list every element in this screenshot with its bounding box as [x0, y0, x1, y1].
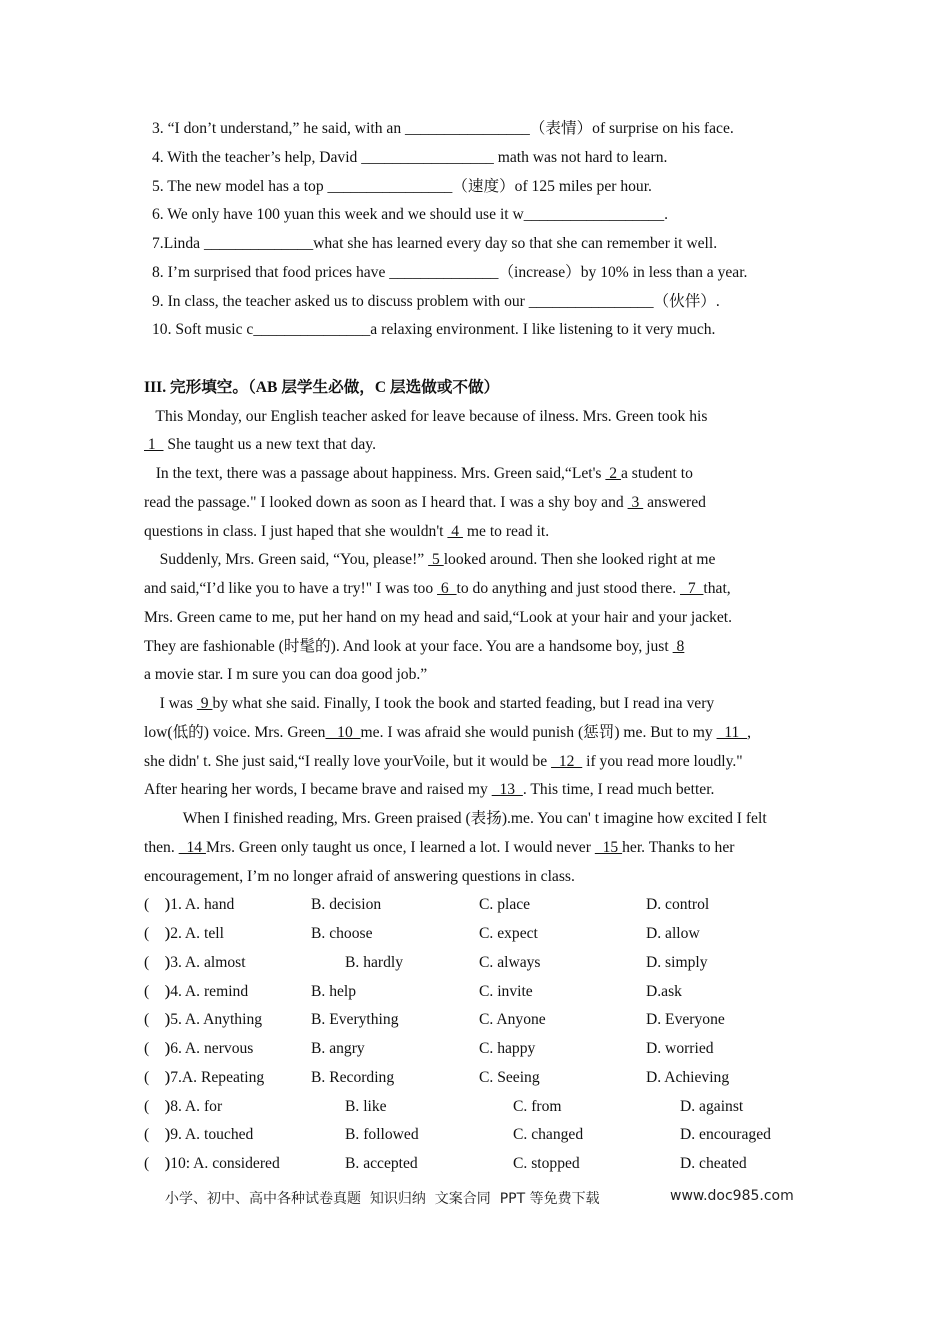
option-b: B. hardly: [345, 953, 404, 971]
option-a: )4. A. remind: [165, 982, 249, 1000]
blank-number: 10: [325, 723, 361, 741]
option-b: B. Recording: [311, 1068, 395, 1086]
passage-line: [144, 834, 824, 863]
passage-text: low(低的) voice. Mrs. Green: [144, 723, 326, 741]
answer-blank[interactable]: ( ): [144, 1068, 170, 1086]
passage-text: answered: [643, 493, 706, 511]
option-b: B. followed: [345, 1126, 419, 1144]
passage-text: me. I was afraid she would punish (惩罚) me. But to my: [360, 723, 717, 741]
passage-text: read the passage." I looked down as soon as I heard that. I was a shy boy and: [144, 493, 628, 511]
question-item: 7.Linda ______________what she has learned every day so that she can remember it well.: [152, 235, 718, 252]
passage-line: [144, 776, 824, 805]
passage-text: then.: [144, 838, 179, 856]
passage-text: encouragement, I’m no longer afraid of answering questions in class.: [144, 867, 575, 885]
blank-number: 11: [716, 723, 748, 741]
option-a: )7.A. Repeating: [165, 1068, 265, 1086]
option-d: D. allow: [646, 925, 700, 942]
question-item: 8. I’m surprised that food prices have ______________（increase）by 10% in less than a year.: [152, 263, 748, 281]
blank-number: 13: [491, 781, 523, 799]
option-c: C. stopped: [513, 1155, 580, 1172]
option-c: C. Anyone: [479, 1011, 546, 1029]
passage-line: [144, 460, 824, 489]
answer-blank[interactable]: ( ): [144, 1011, 170, 1029]
option-d: D. control: [646, 896, 710, 914]
option-c: C. changed: [513, 1126, 584, 1144]
passage-text: When I finished reading, Mrs. Green praised (表扬).me. You can' t imagine how excited I felt: [144, 810, 767, 827]
option-d: D. against: [680, 1097, 744, 1115]
answer-blank[interactable]: ( ): [144, 1126, 170, 1144]
answer-blank[interactable]: ( ): [144, 925, 170, 942]
question-item: 3. “I don’t understand,” he said, with an ________________（表情）of surprise on his face.: [152, 120, 734, 137]
question-item: 5. The new model has a top ________________（速度）of 125 miles per hour.: [152, 177, 652, 195]
question-item: 10. Soft music c_______________a relaxing environment. I like listening to it very much.: [152, 321, 716, 339]
answer-blank[interactable]: ( ): [144, 1040, 170, 1057]
document-body: [144, 115, 824, 1179]
option-b: B. angry: [311, 1040, 365, 1057]
option-d: D. simply: [646, 953, 708, 971]
passage-text: by what she said. Finally, I took the book and started feading, but I read ina very: [212, 695, 715, 712]
blank-number: 2: [605, 465, 621, 482]
passage-text: if you read more loudly.": [582, 752, 743, 770]
blank-number: 3: [627, 493, 644, 511]
blank-number: 14: [178, 838, 206, 856]
option-c: C. always: [479, 953, 541, 971]
passage-line: [144, 403, 824, 432]
option-row: [144, 949, 824, 978]
answer-blank[interactable]: ( ): [144, 1155, 170, 1172]
option-c: C. expect: [479, 925, 538, 942]
footer-text: 小学、初中、高中各种试卷真题 知识归纳 文案合同 PPT 等免费下载: [165, 1191, 600, 1207]
passage-line: [144, 661, 824, 690]
option-c: C. happy: [479, 1040, 536, 1057]
option-row: [144, 1006, 824, 1035]
cloze-passage: [144, 403, 824, 892]
blank-number: 8: [672, 637, 685, 655]
passage-text: me to read it.: [462, 522, 550, 540]
passage-text: Mrs. Green came to me, put her hand on my head and said,“Look at your hair and your jacket.: [144, 608, 733, 626]
option-c: C. from: [513, 1097, 562, 1115]
passage-line: [144, 518, 824, 547]
blank-number: 12: [551, 752, 583, 770]
passage-text: Mrs. Green only taught us once, I learned a lot. I would never: [205, 838, 595, 856]
passage-line: [144, 805, 824, 834]
option-d: D. cheated: [680, 1155, 747, 1172]
option-row: [144, 1064, 824, 1093]
passage-line: [144, 489, 824, 518]
passage-text: Suddenly, Mrs. Green said, “You, please!”: [144, 551, 429, 569]
answer-blank[interactable]: ( ): [144, 896, 170, 914]
passage-line: [144, 604, 824, 633]
answer-blank[interactable]: ( ): [144, 982, 170, 1000]
blank-number: 7: [680, 580, 704, 597]
passage-line: [144, 546, 824, 575]
option-c: C. Seeing: [479, 1068, 540, 1086]
blank-number: 1: [144, 436, 164, 454]
option-b: B. help: [311, 982, 357, 1000]
option-row: [144, 1150, 824, 1179]
passage-text: ,: [747, 723, 752, 741]
option-row: [144, 978, 824, 1007]
option-d: D.ask: [646, 982, 682, 1000]
question-item: 4. With the teacher’s help, David _________________ math was not hard to learn.: [152, 148, 668, 166]
option-row: [144, 1121, 824, 1150]
passage-text: she didn' t. She just said,“I really love yourVoile, but it would be: [144, 752, 552, 770]
passage-line: [144, 633, 824, 662]
option-row: [144, 891, 824, 920]
passage-line: [144, 748, 824, 777]
answer-blank[interactable]: ( ): [144, 1097, 170, 1115]
passage-line: [144, 719, 824, 748]
passage-text: and said,“I’d like you to have a try!" I was too: [144, 580, 438, 597]
answer-options: [144, 891, 824, 1179]
passage-text: a student to: [620, 465, 693, 482]
option-row: [144, 920, 824, 949]
answer-blank[interactable]: ( ): [144, 953, 170, 971]
option-d: D. Everyone: [646, 1011, 725, 1029]
passage-text: In the text, there was a passage about happiness. Mrs. Green said,“Let's: [144, 465, 606, 482]
option-a: )3. A. almost: [165, 953, 246, 971]
footer: [165, 1188, 794, 1208]
blank-number: 15: [594, 838, 623, 856]
option-b: B. choose: [311, 925, 373, 942]
passage-text: to do anything and just stood there.: [456, 580, 681, 597]
option-a: )5. A. Anything: [165, 1011, 263, 1029]
blank-number: 4: [447, 522, 463, 540]
passage-text: looked around. Then she looked right at me: [443, 551, 716, 569]
option-c: C. place: [479, 896, 531, 914]
option-b: B. decision: [311, 896, 382, 914]
option-a: )8. A. for: [165, 1097, 223, 1115]
passage-text: questions in class. I just haped that she wouldn't: [144, 522, 448, 540]
option-a: )10: A. considered: [165, 1155, 280, 1172]
passage-line: [144, 575, 824, 604]
option-d: D. worried: [646, 1040, 714, 1057]
passage-line: [144, 431, 824, 460]
section-heading: III. 完形填空。（AB 层学生必做，C 层选做或不做）: [144, 378, 500, 396]
passage-text: I was: [144, 695, 197, 712]
question-item: 9. In class, the teacher asked us to discuss problem with our ________________（伙伴）.: [152, 292, 720, 310]
passage-text: . This time, I read much better.: [522, 781, 715, 799]
passage-line: [144, 690, 824, 719]
passage-text: a movie star. I m sure you can doa good job.”: [144, 666, 428, 684]
passage-line: [144, 863, 824, 892]
footer-url: www.doc985.com: [670, 1188, 794, 1204]
option-b: B. Everything: [311, 1011, 399, 1029]
option-b: B. accepted: [345, 1155, 418, 1172]
option-a: )2. A. tell: [165, 925, 224, 942]
blank-number: 9: [196, 695, 213, 712]
option-c: C. invite: [479, 982, 533, 1000]
option-row: [144, 1093, 824, 1122]
passage-text: that,: [703, 580, 731, 597]
option-row: [144, 1035, 824, 1064]
option-a: )9. A. touched: [165, 1126, 254, 1144]
option-a: )6. A. nervous: [165, 1040, 254, 1057]
option-d: D. encouraged: [680, 1126, 771, 1144]
option-d: D. Achieving: [646, 1068, 730, 1086]
passage-text: After hearing her words, I became brave and raised my: [144, 781, 492, 799]
question-item: 6. We only have 100 yuan this week and we should use it w__________________.: [152, 206, 669, 224]
passage-text: This Monday, our English teacher asked for leave because of ilness. Mrs. Green took his: [144, 407, 708, 425]
fill-in-blanks-section: [144, 115, 824, 345]
passage-text: She taught us a new text that day.: [163, 436, 376, 454]
passage-text: her. Thanks to her: [622, 838, 735, 856]
option-a: )1. A. hand: [165, 896, 235, 914]
blank-number: 5: [428, 551, 444, 569]
passage-text: They are fashionable (时髦的). And look at your face. You are a handsome boy, just: [144, 637, 673, 655]
option-b: B. like: [345, 1097, 387, 1115]
blank-number: 6: [437, 580, 457, 597]
